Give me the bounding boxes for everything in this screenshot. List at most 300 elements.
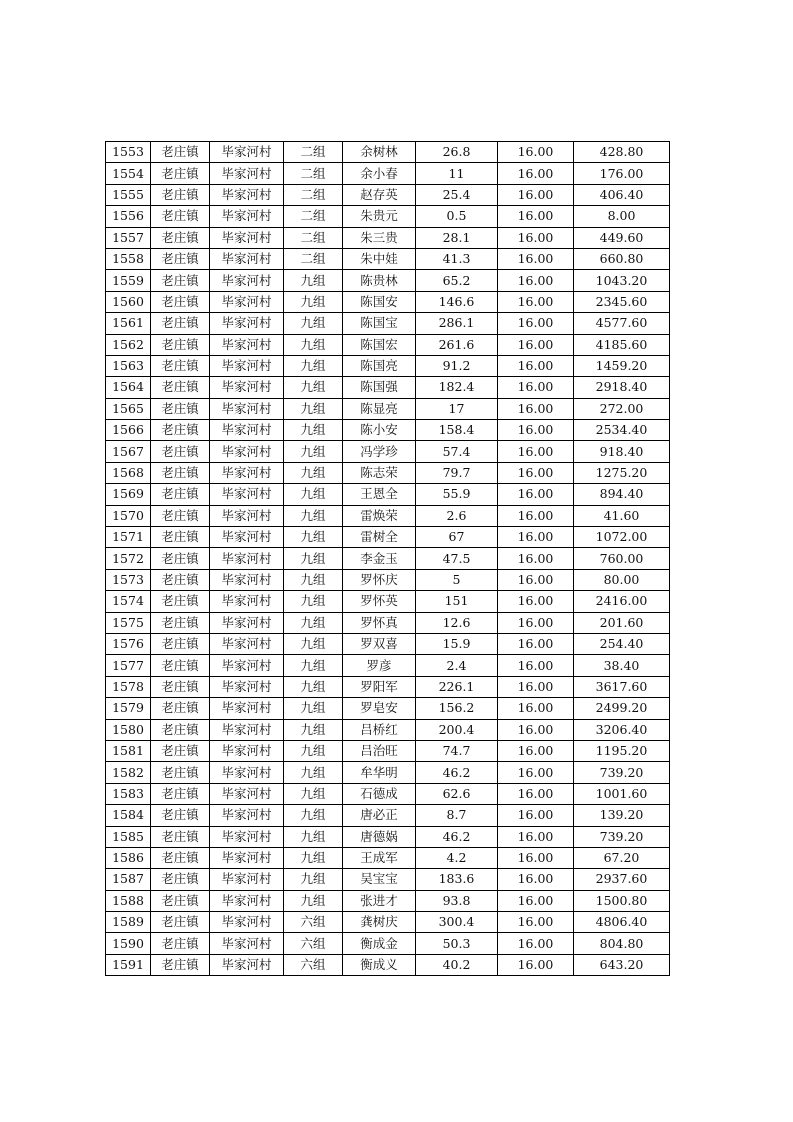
table-row	[106, 462, 670, 483]
cell-village: 毕家河村	[210, 420, 284, 441]
cell-amount: 918.40	[574, 441, 670, 462]
cell-area: 62.6	[416, 783, 498, 804]
cell-town: 老庄镇	[151, 762, 210, 783]
cell-area: 183.6	[416, 869, 498, 890]
cell-group: 九组	[284, 377, 343, 398]
cell-town: 老庄镇	[151, 227, 210, 248]
cell-name: 牟华明	[343, 762, 416, 783]
cell-area: 46.2	[416, 826, 498, 847]
cell-row-number: 1555	[106, 184, 151, 205]
cell-amount: 804.80	[574, 933, 670, 954]
cell-town: 老庄镇	[151, 505, 210, 526]
cell-group: 九组	[284, 527, 343, 548]
cell-unit-price: 16.00	[498, 462, 574, 483]
cell-village: 毕家河村	[210, 398, 284, 419]
cell-town: 老庄镇	[151, 912, 210, 933]
cell-name: 余树林	[343, 142, 416, 163]
cell-amount: 1459.20	[574, 355, 670, 376]
cell-row-number: 1582	[106, 762, 151, 783]
cell-village: 毕家河村	[210, 612, 284, 633]
cell-group: 九组	[284, 762, 343, 783]
cell-row-number: 1575	[106, 612, 151, 633]
cell-area: 17	[416, 398, 498, 419]
cell-village: 毕家河村	[210, 248, 284, 269]
cell-village: 毕家河村	[210, 912, 284, 933]
cell-town: 老庄镇	[151, 206, 210, 227]
table-row	[106, 313, 670, 334]
cell-town: 老庄镇	[151, 313, 210, 334]
cell-unit-price: 16.00	[498, 548, 574, 569]
cell-village: 毕家河村	[210, 291, 284, 312]
table-row	[106, 527, 670, 548]
cell-unit-price: 16.00	[498, 740, 574, 761]
cell-amount: 2499.20	[574, 698, 670, 719]
cell-group: 二组	[284, 184, 343, 205]
cell-row-number: 1583	[106, 783, 151, 804]
cell-row-number: 1557	[106, 227, 151, 248]
cell-town: 老庄镇	[151, 142, 210, 163]
cell-village: 毕家河村	[210, 847, 284, 868]
cell-group: 九组	[284, 826, 343, 847]
cell-area: 300.4	[416, 912, 498, 933]
cell-group: 九组	[284, 783, 343, 804]
cell-amount: 67.20	[574, 847, 670, 868]
cell-row-number: 1560	[106, 291, 151, 312]
cell-unit-price: 16.00	[498, 719, 574, 740]
cell-amount: 739.20	[574, 762, 670, 783]
cell-group: 九组	[284, 805, 343, 826]
cell-town: 老庄镇	[151, 719, 210, 740]
cell-amount: 1275.20	[574, 462, 670, 483]
cell-unit-price: 16.00	[498, 334, 574, 355]
cell-unit-price: 16.00	[498, 826, 574, 847]
table-row	[106, 612, 670, 633]
cell-row-number: 1580	[106, 719, 151, 740]
cell-group: 九组	[284, 462, 343, 483]
cell-area: 91.2	[416, 355, 498, 376]
cell-area: 0.5	[416, 206, 498, 227]
cell-area: 57.4	[416, 441, 498, 462]
cell-town: 老庄镇	[151, 163, 210, 184]
cell-village: 毕家河村	[210, 954, 284, 975]
cell-row-number: 1576	[106, 633, 151, 654]
cell-area: 79.7	[416, 462, 498, 483]
cell-amount: 2345.60	[574, 291, 670, 312]
cell-row-number: 1570	[106, 505, 151, 526]
table-body	[106, 142, 670, 976]
cell-village: 毕家河村	[210, 633, 284, 654]
cell-name: 朱三贵	[343, 227, 416, 248]
cell-amount: 254.40	[574, 633, 670, 654]
data-table	[105, 141, 670, 976]
cell-name: 陈国宝	[343, 313, 416, 334]
cell-town: 老庄镇	[151, 826, 210, 847]
cell-unit-price: 16.00	[498, 227, 574, 248]
cell-amount: 2918.40	[574, 377, 670, 398]
cell-amount: 428.80	[574, 142, 670, 163]
cell-group: 九组	[284, 633, 343, 654]
table-row	[106, 676, 670, 697]
cell-village: 毕家河村	[210, 206, 284, 227]
cell-row-number: 1564	[106, 377, 151, 398]
cell-town: 老庄镇	[151, 484, 210, 505]
cell-town: 老庄镇	[151, 334, 210, 355]
cell-village: 毕家河村	[210, 740, 284, 761]
cell-amount: 80.00	[574, 569, 670, 590]
cell-village: 毕家河村	[210, 762, 284, 783]
cell-area: 50.3	[416, 933, 498, 954]
cell-area: 12.6	[416, 612, 498, 633]
cell-area: 4.2	[416, 847, 498, 868]
cell-unit-price: 16.00	[498, 655, 574, 676]
cell-group: 二组	[284, 206, 343, 227]
cell-village: 毕家河村	[210, 505, 284, 526]
cell-town: 老庄镇	[151, 548, 210, 569]
cell-unit-price: 16.00	[498, 569, 574, 590]
cell-amount: 1195.20	[574, 740, 670, 761]
cell-unit-price: 16.00	[498, 441, 574, 462]
cell-unit-price: 16.00	[498, 762, 574, 783]
cell-area: 158.4	[416, 420, 498, 441]
cell-village: 毕家河村	[210, 719, 284, 740]
cell-name: 冯学珍	[343, 441, 416, 462]
cell-row-number: 1559	[106, 270, 151, 291]
cell-village: 毕家河村	[210, 313, 284, 334]
cell-area: 5	[416, 569, 498, 590]
cell-group: 二组	[284, 248, 343, 269]
cell-area: 74.7	[416, 740, 498, 761]
table-row	[106, 762, 670, 783]
cell-group: 九组	[284, 676, 343, 697]
cell-area: 55.9	[416, 484, 498, 505]
cell-name: 衡成义	[343, 954, 416, 975]
cell-row-number: 1578	[106, 676, 151, 697]
table-row	[106, 912, 670, 933]
cell-row-number: 1590	[106, 933, 151, 954]
cell-village: 毕家河村	[210, 890, 284, 911]
cell-amount: 4577.60	[574, 313, 670, 334]
cell-area: 286.1	[416, 313, 498, 334]
cell-name: 陈国强	[343, 377, 416, 398]
cell-amount: 406.40	[574, 184, 670, 205]
cell-unit-price: 16.00	[498, 612, 574, 633]
cell-unit-price: 16.00	[498, 291, 574, 312]
table-row	[106, 270, 670, 291]
cell-amount: 272.00	[574, 398, 670, 419]
cell-row-number: 1572	[106, 548, 151, 569]
cell-area: 2.4	[416, 655, 498, 676]
cell-name: 王成军	[343, 847, 416, 868]
cell-village: 毕家河村	[210, 826, 284, 847]
cell-area: 47.5	[416, 548, 498, 569]
cell-group: 九组	[284, 890, 343, 911]
cell-town: 老庄镇	[151, 847, 210, 868]
table-row	[106, 484, 670, 505]
cell-group: 六组	[284, 912, 343, 933]
cell-group: 九组	[284, 334, 343, 355]
cell-village: 毕家河村	[210, 484, 284, 505]
cell-unit-price: 16.00	[498, 591, 574, 612]
cell-unit-price: 16.00	[498, 633, 574, 654]
cell-row-number: 1561	[106, 313, 151, 334]
cell-town: 老庄镇	[151, 869, 210, 890]
cell-group: 九组	[284, 698, 343, 719]
cell-town: 老庄镇	[151, 527, 210, 548]
cell-group: 九组	[284, 569, 343, 590]
cell-name: 罗彦	[343, 655, 416, 676]
cell-area: 65.2	[416, 270, 498, 291]
cell-area: 156.2	[416, 698, 498, 719]
table-row	[106, 505, 670, 526]
table-row	[106, 441, 670, 462]
cell-name: 雷树全	[343, 527, 416, 548]
cell-group: 九组	[284, 441, 343, 462]
cell-town: 老庄镇	[151, 355, 210, 376]
cell-town: 老庄镇	[151, 954, 210, 975]
cell-amount: 3206.40	[574, 719, 670, 740]
cell-amount: 2534.40	[574, 420, 670, 441]
cell-unit-price: 16.00	[498, 313, 574, 334]
cell-village: 毕家河村	[210, 527, 284, 548]
cell-amount: 660.80	[574, 248, 670, 269]
cell-unit-price: 16.00	[498, 206, 574, 227]
cell-village: 毕家河村	[210, 334, 284, 355]
cell-area: 8.7	[416, 805, 498, 826]
cell-village: 毕家河村	[210, 655, 284, 676]
cell-unit-price: 16.00	[498, 527, 574, 548]
cell-unit-price: 16.00	[498, 248, 574, 269]
cell-amount: 2416.00	[574, 591, 670, 612]
cell-name: 张进才	[343, 890, 416, 911]
cell-unit-price: 16.00	[498, 142, 574, 163]
cell-amount: 894.40	[574, 484, 670, 505]
cell-group: 九组	[284, 719, 343, 740]
cell-town: 老庄镇	[151, 291, 210, 312]
cell-group: 二组	[284, 142, 343, 163]
cell-town: 老庄镇	[151, 612, 210, 633]
cell-town: 老庄镇	[151, 377, 210, 398]
cell-unit-price: 16.00	[498, 890, 574, 911]
cell-name: 唐德娲	[343, 826, 416, 847]
cell-area: 15.9	[416, 633, 498, 654]
cell-name: 罗怀英	[343, 591, 416, 612]
cell-amount: 1001.60	[574, 783, 670, 804]
table-row	[106, 142, 670, 163]
cell-area: 40.2	[416, 954, 498, 975]
cell-amount: 41.60	[574, 505, 670, 526]
cell-name: 余小春	[343, 163, 416, 184]
table-row	[106, 655, 670, 676]
table-row	[106, 206, 670, 227]
cell-group: 九组	[284, 548, 343, 569]
cell-unit-price: 16.00	[498, 847, 574, 868]
cell-town: 老庄镇	[151, 805, 210, 826]
cell-amount: 4806.40	[574, 912, 670, 933]
cell-row-number: 1574	[106, 591, 151, 612]
cell-area: 226.1	[416, 676, 498, 697]
cell-row-number: 1588	[106, 890, 151, 911]
table-row	[106, 163, 670, 184]
cell-row-number: 1577	[106, 655, 151, 676]
cell-group: 九组	[284, 270, 343, 291]
cell-unit-price: 16.00	[498, 184, 574, 205]
cell-row-number: 1563	[106, 355, 151, 376]
cell-row-number: 1589	[106, 912, 151, 933]
cell-village: 毕家河村	[210, 569, 284, 590]
cell-unit-price: 16.00	[498, 377, 574, 398]
cell-group: 六组	[284, 933, 343, 954]
cell-row-number: 1579	[106, 698, 151, 719]
cell-town: 老庄镇	[151, 783, 210, 804]
cell-unit-price: 16.00	[498, 270, 574, 291]
cell-group: 二组	[284, 163, 343, 184]
cell-town: 老庄镇	[151, 398, 210, 419]
table-row	[106, 227, 670, 248]
cell-row-number: 1567	[106, 441, 151, 462]
table-row	[106, 847, 670, 868]
cell-amount: 4185.60	[574, 334, 670, 355]
cell-row-number: 1581	[106, 740, 151, 761]
cell-name: 罗双喜	[343, 633, 416, 654]
cell-town: 老庄镇	[151, 633, 210, 654]
cell-village: 毕家河村	[210, 142, 284, 163]
cell-amount: 38.40	[574, 655, 670, 676]
cell-row-number: 1586	[106, 847, 151, 868]
cell-unit-price: 16.00	[498, 869, 574, 890]
cell-village: 毕家河村	[210, 933, 284, 954]
cell-name: 王恩全	[343, 484, 416, 505]
cell-row-number: 1556	[106, 206, 151, 227]
cell-unit-price: 16.00	[498, 954, 574, 975]
cell-name: 吕桥红	[343, 719, 416, 740]
cell-name: 衡成金	[343, 933, 416, 954]
cell-name: 朱贵元	[343, 206, 416, 227]
cell-row-number: 1591	[106, 954, 151, 975]
cell-amount: 1072.00	[574, 527, 670, 548]
cell-town: 老庄镇	[151, 569, 210, 590]
table-row	[106, 355, 670, 376]
cell-unit-price: 16.00	[498, 484, 574, 505]
cell-row-number: 1569	[106, 484, 151, 505]
cell-unit-price: 16.00	[498, 420, 574, 441]
cell-row-number: 1587	[106, 869, 151, 890]
cell-area: 67	[416, 527, 498, 548]
cell-area: 182.4	[416, 377, 498, 398]
cell-group: 九组	[284, 355, 343, 376]
cell-unit-price: 16.00	[498, 355, 574, 376]
cell-row-number: 1571	[106, 527, 151, 548]
table-row	[106, 740, 670, 761]
cell-unit-price: 16.00	[498, 398, 574, 419]
cell-group: 二组	[284, 227, 343, 248]
cell-town: 老庄镇	[151, 655, 210, 676]
cell-area: 25.4	[416, 184, 498, 205]
cell-village: 毕家河村	[210, 548, 284, 569]
cell-town: 老庄镇	[151, 420, 210, 441]
cell-name: 罗阳军	[343, 676, 416, 697]
table-row	[106, 890, 670, 911]
cell-town: 老庄镇	[151, 184, 210, 205]
cell-unit-price: 16.00	[498, 933, 574, 954]
cell-area: 41.3	[416, 248, 498, 269]
table-row	[106, 869, 670, 890]
table-row	[106, 719, 670, 740]
table-row	[106, 184, 670, 205]
cell-group: 九组	[284, 740, 343, 761]
cell-town: 老庄镇	[151, 591, 210, 612]
cell-village: 毕家河村	[210, 591, 284, 612]
cell-row-number: 1585	[106, 826, 151, 847]
table-row	[106, 420, 670, 441]
cell-village: 毕家河村	[210, 783, 284, 804]
cell-unit-price: 16.00	[498, 163, 574, 184]
cell-name: 罗怀真	[343, 612, 416, 633]
cell-unit-price: 16.00	[498, 783, 574, 804]
cell-group: 九组	[284, 612, 343, 633]
table-row	[106, 591, 670, 612]
cell-area: 151	[416, 591, 498, 612]
cell-unit-price: 16.00	[498, 912, 574, 933]
cell-name: 李金玉	[343, 548, 416, 569]
cell-village: 毕家河村	[210, 676, 284, 697]
cell-unit-price: 16.00	[498, 676, 574, 697]
cell-name: 雷焕荣	[343, 505, 416, 526]
cell-name: 陈小安	[343, 420, 416, 441]
cell-area: 11	[416, 163, 498, 184]
cell-amount: 201.60	[574, 612, 670, 633]
cell-unit-price: 16.00	[498, 505, 574, 526]
cell-name: 赵存英	[343, 184, 416, 205]
cell-row-number: 1566	[106, 420, 151, 441]
cell-amount: 1500.80	[574, 890, 670, 911]
cell-row-number: 1553	[106, 142, 151, 163]
cell-village: 毕家河村	[210, 163, 284, 184]
cell-name: 唐必正	[343, 805, 416, 826]
cell-area: 26.8	[416, 142, 498, 163]
cell-row-number: 1584	[106, 805, 151, 826]
cell-village: 毕家河村	[210, 227, 284, 248]
cell-village: 毕家河村	[210, 869, 284, 890]
cell-group: 九组	[284, 313, 343, 334]
cell-town: 老庄镇	[151, 441, 210, 462]
table-row	[106, 248, 670, 269]
cell-name: 罗皂安	[343, 698, 416, 719]
cell-row-number: 1562	[106, 334, 151, 355]
cell-group: 九组	[284, 291, 343, 312]
cell-area: 200.4	[416, 719, 498, 740]
cell-name: 吕治旺	[343, 740, 416, 761]
table-row	[106, 698, 670, 719]
cell-village: 毕家河村	[210, 805, 284, 826]
cell-name: 石德成	[343, 783, 416, 804]
cell-town: 老庄镇	[151, 740, 210, 761]
table-row	[106, 783, 670, 804]
cell-group: 九组	[284, 869, 343, 890]
table-row	[106, 548, 670, 569]
cell-amount: 2937.60	[574, 869, 670, 890]
cell-village: 毕家河村	[210, 441, 284, 462]
cell-name: 陈显亮	[343, 398, 416, 419]
cell-amount: 449.60	[574, 227, 670, 248]
cell-town: 老庄镇	[151, 676, 210, 697]
cell-town: 老庄镇	[151, 462, 210, 483]
cell-amount: 3617.60	[574, 676, 670, 697]
table-row	[106, 398, 670, 419]
table-row	[106, 377, 670, 398]
cell-name: 陈志荣	[343, 462, 416, 483]
cell-area: 146.6	[416, 291, 498, 312]
cell-group: 九组	[284, 655, 343, 676]
